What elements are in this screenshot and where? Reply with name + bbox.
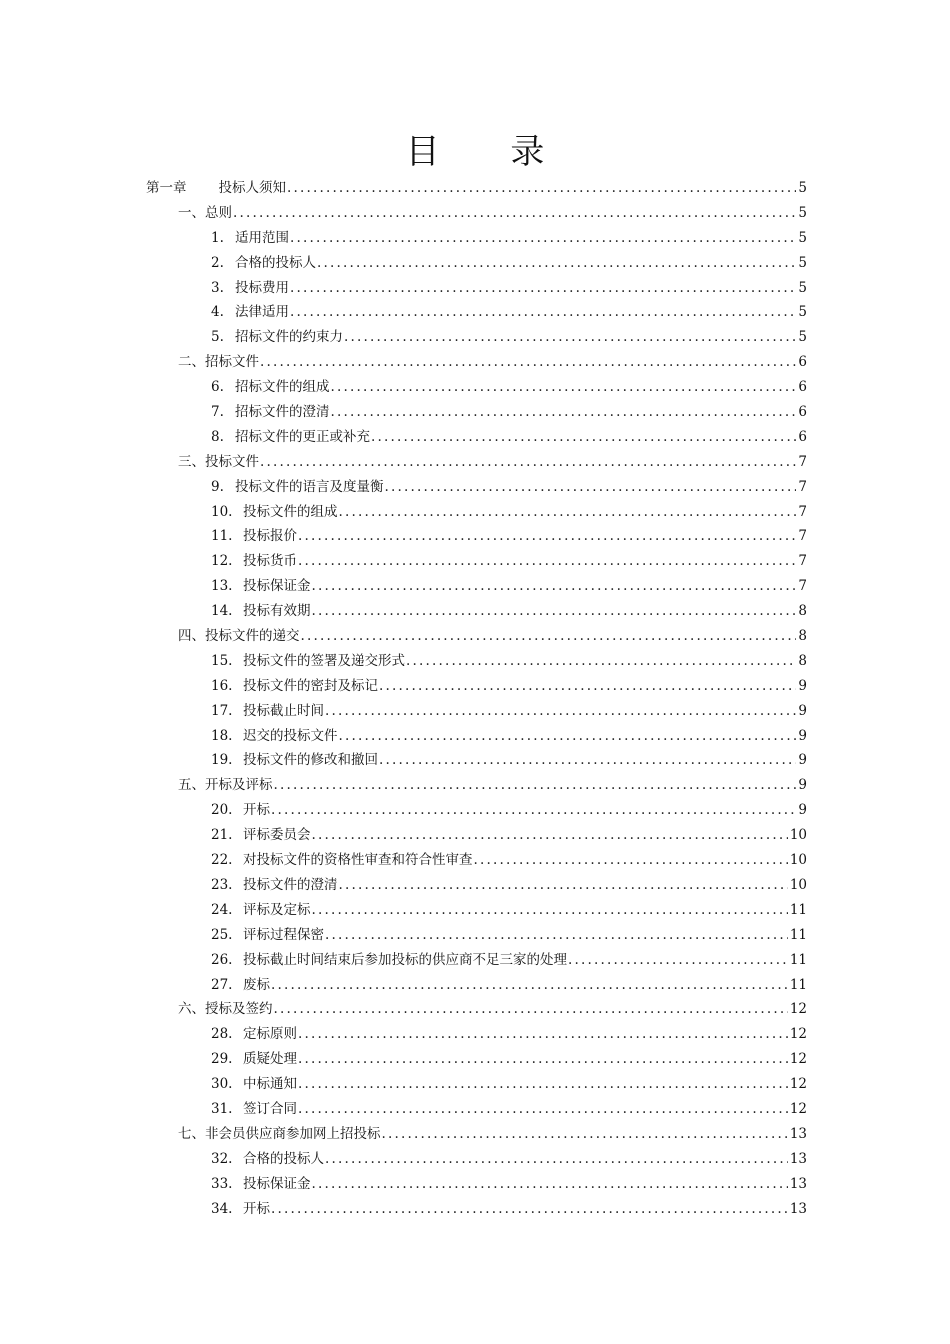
toc-entry-title: 招标文件的组成 bbox=[235, 379, 330, 396]
toc-entry-label bbox=[211, 873, 339, 898]
toc-leader-dots bbox=[331, 375, 797, 400]
toc-entry[interactable] bbox=[0, 873, 950, 898]
toc-leader-dots bbox=[325, 923, 788, 948]
toc-entry-label bbox=[211, 674, 379, 699]
toc-entry-number: 6. bbox=[211, 379, 224, 396]
toc-entry[interactable] bbox=[0, 325, 950, 350]
toc-entry-title: 开标 bbox=[243, 1200, 270, 1217]
toc-entry-label bbox=[211, 948, 568, 973]
toc-entry-title: 一、总则 bbox=[178, 204, 232, 221]
toc-entry-number: 25. bbox=[211, 926, 233, 943]
toc-entry[interactable] bbox=[0, 400, 950, 425]
toc-entry-title: 评标委员会 bbox=[243, 827, 311, 844]
toc-page-number: 5 bbox=[798, 229, 807, 246]
toc-entry-label bbox=[178, 624, 301, 649]
toc-entry-label bbox=[178, 997, 274, 1022]
toc-entry[interactable] bbox=[0, 475, 950, 500]
toc-entry-title: 开标 bbox=[243, 802, 270, 819]
toc-entry[interactable] bbox=[0, 1172, 950, 1197]
table-of-contents bbox=[0, 176, 950, 1221]
toc-entry-label bbox=[211, 1147, 325, 1172]
toc-page-number: 11 bbox=[789, 976, 807, 993]
toc-entry-number: 23. bbox=[211, 876, 233, 893]
toc-entry-label bbox=[211, 848, 474, 873]
toc-entry-label bbox=[178, 1122, 382, 1147]
toc-leader-dots bbox=[274, 997, 788, 1022]
toc-entry-number: 22. bbox=[211, 852, 233, 869]
toc-entry-number: 31. bbox=[211, 1100, 233, 1117]
toc-entry-label bbox=[211, 823, 312, 848]
toc-entry-number: 26. bbox=[211, 951, 233, 968]
toc-entry-title: 投标文件的组成 bbox=[243, 503, 338, 520]
toc-page-number: 6 bbox=[798, 379, 807, 396]
toc-leader-dots bbox=[325, 699, 796, 724]
toc-page-number: 5 bbox=[798, 204, 807, 221]
toc-page-number: 7 bbox=[798, 453, 807, 470]
toc-entry-title: 中标通知 bbox=[243, 1076, 297, 1093]
toc-entry-line bbox=[178, 1122, 807, 1147]
toc-entry-label bbox=[211, 375, 331, 400]
toc-entry-line bbox=[211, 823, 807, 848]
toc-page-number: 6 bbox=[798, 404, 807, 421]
toc-entry-line bbox=[178, 350, 807, 375]
toc-entry-label bbox=[211, 1072, 298, 1097]
toc-entry-title: 招标文件的约束力 bbox=[235, 329, 343, 346]
toc-entry-line bbox=[211, 973, 807, 998]
toc-entry-line bbox=[211, 524, 807, 549]
toc-entry[interactable] bbox=[0, 1147, 950, 1172]
toc-leader-dots bbox=[406, 649, 796, 674]
toc-entry-title: 投标截止时间 bbox=[243, 702, 324, 719]
toc-entry-number: 8. bbox=[211, 428, 224, 445]
toc-entry-label bbox=[211, 251, 317, 276]
toc-leader-dots bbox=[331, 400, 797, 425]
toc-entry[interactable] bbox=[0, 1072, 950, 1097]
toc-leader-dots bbox=[271, 973, 788, 998]
toc-entry-number: 20. bbox=[211, 802, 233, 819]
toc-leader-dots bbox=[339, 873, 788, 898]
toc-leader-dots bbox=[339, 724, 797, 749]
toc-entry-title: 合格的投标人 bbox=[235, 254, 316, 271]
toc-entry-line bbox=[211, 1097, 807, 1122]
toc-entry-number: 7. bbox=[211, 404, 224, 421]
toc-entry-number: 14. bbox=[211, 603, 233, 620]
toc-entry-number: 3. bbox=[211, 279, 224, 296]
toc-entry[interactable] bbox=[0, 276, 950, 301]
toc-leader-dots bbox=[287, 176, 796, 201]
toc-page-number: 13 bbox=[789, 1125, 807, 1142]
toc-entry-label bbox=[211, 300, 290, 325]
toc-entry-label bbox=[211, 500, 339, 525]
toc-leader-dots bbox=[290, 276, 796, 301]
toc-entry[interactable] bbox=[0, 823, 950, 848]
toc-leader-dots bbox=[312, 823, 788, 848]
toc-entry-line bbox=[211, 599, 807, 624]
toc-page-number: 12 bbox=[789, 1076, 807, 1093]
toc-page-number: 8 bbox=[798, 652, 807, 669]
toc-page-number: 10 bbox=[789, 827, 807, 844]
toc-entry-title: 评标及定标 bbox=[243, 901, 311, 918]
toc-entry-title: 投标文件的语言及度量衡 bbox=[235, 478, 384, 495]
toc-entry-number: 11. bbox=[211, 528, 233, 545]
toc-leader-dots bbox=[298, 1047, 788, 1072]
toc-page-number: 9 bbox=[798, 752, 807, 769]
toc-leader-dots bbox=[260, 350, 796, 375]
toc-entry-title: 定标原则 bbox=[243, 1026, 297, 1043]
toc-entry-title: 三、投标文件 bbox=[178, 453, 259, 470]
toc-entry-line bbox=[211, 873, 807, 898]
toc-leader-dots bbox=[271, 798, 796, 823]
toc-entry-number: 12. bbox=[211, 553, 233, 570]
toc-page-number: 11 bbox=[789, 901, 807, 918]
toc-entry-line bbox=[211, 325, 807, 350]
toc-entry-label bbox=[211, 574, 312, 599]
toc-entry[interactable] bbox=[0, 898, 950, 923]
toc-entry-title: 五、开标及评标 bbox=[178, 777, 273, 794]
toc-entry[interactable] bbox=[0, 425, 950, 450]
toc-leader-dots bbox=[371, 425, 796, 450]
toc-entry-title: 评标过程保密 bbox=[243, 926, 324, 943]
toc-entry-number: 4. bbox=[211, 304, 224, 321]
toc-leader-dots bbox=[298, 549, 796, 574]
toc-entry-number: 29. bbox=[211, 1051, 233, 1068]
toc-leader-dots bbox=[339, 500, 797, 525]
toc-page-number: 10 bbox=[789, 876, 807, 893]
toc-page-number: 5 bbox=[798, 279, 807, 296]
toc-page-number: 13 bbox=[789, 1200, 807, 1217]
toc-entry-line bbox=[211, 375, 807, 400]
toc-entry-line bbox=[211, 674, 807, 699]
toc-entry[interactable] bbox=[0, 524, 950, 549]
toc-entry[interactable] bbox=[0, 624, 950, 649]
toc-entry-line bbox=[211, 1072, 807, 1097]
toc-entry-number: 28. bbox=[211, 1026, 233, 1043]
toc-entry-line bbox=[211, 1197, 807, 1222]
toc-entry-title: 四、投标文件的递交 bbox=[178, 628, 300, 645]
toc-page-number: 7 bbox=[798, 478, 807, 495]
toc-entry-label bbox=[211, 898, 312, 923]
toc-entry-number: 21. bbox=[211, 827, 233, 844]
toc-entry-title: 迟交的投标文件 bbox=[243, 727, 338, 744]
toc-entry-title: 投标货币 bbox=[243, 553, 297, 570]
toc-entry-title: 投标人须知 bbox=[218, 180, 286, 196]
toc-entry-title: 合格的投标人 bbox=[243, 1150, 324, 1167]
toc-leader-dots bbox=[290, 226, 796, 251]
toc-page-number: 12 bbox=[789, 1001, 807, 1018]
toc-entry[interactable] bbox=[0, 1122, 950, 1147]
toc-page-number: 13 bbox=[789, 1150, 807, 1167]
toc-entry[interactable] bbox=[0, 748, 950, 773]
toc-page-number: 12 bbox=[789, 1100, 807, 1117]
toc-entry-title: 投标费用 bbox=[235, 279, 289, 296]
toc-leader-dots bbox=[379, 748, 796, 773]
toc-entry[interactable] bbox=[0, 201, 950, 226]
toc-entry-number: 17. bbox=[211, 702, 233, 719]
toc-entry-label bbox=[211, 1047, 298, 1072]
toc-entry-label bbox=[211, 226, 290, 251]
toc-entry-label bbox=[211, 649, 406, 674]
toc-entry-number: 30. bbox=[211, 1076, 233, 1093]
toc-leader-dots bbox=[312, 574, 797, 599]
toc-page-number: 9 bbox=[798, 777, 807, 794]
toc-entry[interactable] bbox=[0, 251, 950, 276]
toc-entry-label bbox=[211, 798, 271, 823]
toc-entry[interactable] bbox=[0, 848, 950, 873]
toc-page-number: 6 bbox=[798, 428, 807, 445]
toc-entry-title: 二、招标文件 bbox=[178, 354, 259, 371]
toc-leader-dots bbox=[274, 773, 797, 798]
toc-page-number: 6 bbox=[798, 354, 807, 371]
toc-entry[interactable] bbox=[0, 798, 950, 823]
toc-leader-dots bbox=[271, 1197, 788, 1222]
toc-entry-line bbox=[211, 699, 807, 724]
toc-entry-number: 16. bbox=[211, 677, 233, 694]
toc-entry-title: 废标 bbox=[243, 976, 270, 993]
toc-page-number: 5 bbox=[798, 329, 807, 346]
toc-entry[interactable] bbox=[0, 699, 950, 724]
toc-entry-title: 投标有效期 bbox=[243, 603, 311, 620]
toc-entry-line bbox=[211, 226, 807, 251]
toc-leader-dots bbox=[568, 948, 788, 973]
toc-leader-dots bbox=[325, 1147, 788, 1172]
toc-entry-title: 投标文件的澄清 bbox=[243, 876, 338, 893]
toc-leader-dots bbox=[298, 1072, 788, 1097]
toc-page-number: 7 bbox=[798, 503, 807, 520]
toc-entry-label bbox=[211, 1022, 298, 1047]
toc-entry-label bbox=[211, 599, 312, 624]
toc-entry-label bbox=[211, 549, 298, 574]
toc-entry-title: 投标保证金 bbox=[243, 1175, 311, 1192]
toc-entry[interactable] bbox=[0, 500, 950, 525]
toc-leader-dots bbox=[301, 624, 797, 649]
toc-leader-dots bbox=[233, 201, 796, 226]
toc-entry-line bbox=[211, 425, 807, 450]
toc-leader-dots bbox=[298, 1022, 788, 1047]
toc-entry-label bbox=[211, 524, 298, 549]
toc-entry-label bbox=[178, 773, 274, 798]
toc-entry-title: 法律适用 bbox=[235, 304, 289, 321]
toc-entry[interactable] bbox=[0, 973, 950, 998]
toc-page-number: 9 bbox=[798, 727, 807, 744]
toc-entry-label bbox=[211, 724, 339, 749]
toc-entry-number: 13. bbox=[211, 578, 233, 595]
toc-entry-title: 六、授标及签约 bbox=[178, 1001, 273, 1018]
toc-entry-line bbox=[211, 300, 807, 325]
toc-entry-label bbox=[211, 748, 379, 773]
toc-leader-dots bbox=[290, 300, 796, 325]
toc-entry-title: 签订合同 bbox=[243, 1100, 297, 1117]
toc-entry[interactable] bbox=[0, 350, 950, 375]
toc-entry-label bbox=[211, 1097, 298, 1122]
toc-entry[interactable] bbox=[0, 674, 950, 699]
toc-leader-dots bbox=[312, 1172, 788, 1197]
toc-leader-dots bbox=[474, 848, 788, 873]
toc-entry-number: 24. bbox=[211, 901, 233, 918]
toc-entry[interactable] bbox=[0, 997, 950, 1022]
toc-entry-title: 招标文件的澄清 bbox=[235, 404, 330, 421]
toc-entry-title: 适用范围 bbox=[235, 229, 289, 246]
toc-entry-line bbox=[178, 201, 807, 226]
toc-entry[interactable] bbox=[0, 1047, 950, 1072]
toc-entry-number: 19. bbox=[211, 752, 233, 769]
toc-entry-line bbox=[211, 798, 807, 823]
toc-entry[interactable] bbox=[0, 923, 950, 948]
toc-entry-line bbox=[211, 1172, 807, 1197]
toc-entry-line bbox=[178, 773, 807, 798]
toc-entry[interactable] bbox=[0, 724, 950, 749]
toc-entry-line bbox=[211, 500, 807, 525]
toc-entry-line bbox=[211, 748, 807, 773]
toc-entry[interactable] bbox=[0, 176, 950, 201]
toc-page-number: 12 bbox=[789, 1026, 807, 1043]
toc-entry-label bbox=[211, 325, 344, 350]
toc-page-number: 9 bbox=[798, 677, 807, 694]
toc-entry-title: 投标文件的修改和撤回 bbox=[243, 752, 378, 769]
toc-entry-title: 投标截止时间结束后参加投标的供应商不足三家的处理 bbox=[243, 951, 567, 968]
toc-leader-dots bbox=[298, 1097, 788, 1122]
toc-entry-line bbox=[211, 1147, 807, 1172]
toc-page-number: 5 bbox=[798, 254, 807, 271]
toc-entry[interactable] bbox=[0, 773, 950, 798]
toc-entry-label bbox=[211, 276, 290, 301]
toc-entry[interactable] bbox=[0, 450, 950, 475]
toc-leader-dots bbox=[379, 674, 796, 699]
toc-page-number: 12 bbox=[789, 1051, 807, 1068]
toc-entry-number: 34. bbox=[211, 1200, 233, 1217]
toc-entry-label bbox=[211, 699, 325, 724]
toc-entry-title: 投标保证金 bbox=[243, 578, 311, 595]
toc-entry-title: 投标文件的签署及递交形式 bbox=[243, 652, 405, 669]
toc-entry-number: 第一章 bbox=[146, 180, 187, 196]
toc-entry-line bbox=[211, 475, 807, 500]
toc-entry-line bbox=[211, 923, 807, 948]
toc-leader-dots bbox=[312, 599, 797, 624]
toc-entry-line bbox=[211, 848, 807, 873]
toc-entry-line bbox=[211, 724, 807, 749]
toc-entry-line bbox=[211, 1022, 807, 1047]
toc-entry[interactable] bbox=[0, 549, 950, 574]
toc-entry-number: 18. bbox=[211, 727, 233, 744]
toc-entry-number: 9. bbox=[211, 478, 224, 495]
toc-entry-line bbox=[211, 574, 807, 599]
toc-entry-title: 对投标文件的资格性审查和符合性审查 bbox=[243, 852, 473, 869]
toc-entry[interactable] bbox=[0, 649, 950, 674]
toc-page-number: 5 bbox=[798, 180, 807, 196]
toc-entry-title: 七、非会员供应商参加网上招投标 bbox=[178, 1125, 381, 1142]
toc-page-number: 9 bbox=[798, 702, 807, 719]
toc-entry-line bbox=[211, 948, 807, 973]
toc-entry-line bbox=[211, 649, 807, 674]
toc-entry-title: 招标文件的更正或补充 bbox=[235, 428, 370, 445]
toc-entry-label bbox=[178, 350, 260, 375]
toc-entry-label bbox=[211, 1197, 271, 1222]
toc-entry-line bbox=[211, 898, 807, 923]
toc-entry-title: 质疑处理 bbox=[243, 1051, 297, 1068]
toc-page-number: 9 bbox=[798, 802, 807, 819]
toc-leader-dots bbox=[344, 325, 796, 350]
page-title: 目 录 bbox=[405, 132, 575, 172]
toc-entry[interactable] bbox=[0, 1022, 950, 1047]
toc-entry[interactable] bbox=[0, 574, 950, 599]
toc-entry-label bbox=[178, 450, 260, 475]
toc-leader-dots bbox=[260, 450, 796, 475]
toc-entry-line bbox=[211, 549, 807, 574]
toc-leader-dots bbox=[385, 475, 797, 500]
toc-entry-title: 投标文件的密封及标记 bbox=[243, 677, 378, 694]
toc-entry-label bbox=[146, 176, 287, 201]
toc-page-number: 11 bbox=[789, 951, 807, 968]
toc-entry-title: 投标报价 bbox=[243, 528, 297, 545]
toc-entry-label bbox=[211, 923, 325, 948]
toc-entry-label bbox=[211, 400, 331, 425]
toc-entry-line bbox=[211, 1047, 807, 1072]
toc-entry-line bbox=[211, 251, 807, 276]
toc-entry-line bbox=[178, 624, 807, 649]
toc-page-number: 7 bbox=[798, 578, 807, 595]
toc-entry-number: 1. bbox=[211, 229, 224, 246]
toc-entry[interactable] bbox=[0, 948, 950, 973]
toc-entry-line bbox=[178, 997, 807, 1022]
toc-page-number: 10 bbox=[789, 852, 807, 869]
toc-entry[interactable] bbox=[0, 226, 950, 251]
toc-page-number: 5 bbox=[798, 304, 807, 321]
toc-entry-line bbox=[146, 176, 807, 201]
toc-entry-label bbox=[211, 475, 385, 500]
toc-entry-line bbox=[178, 450, 807, 475]
toc-entry-number: 5. bbox=[211, 329, 224, 346]
toc-entry-number: 27. bbox=[211, 976, 233, 993]
toc-entry[interactable] bbox=[0, 300, 950, 325]
toc-entry-number: 33. bbox=[211, 1175, 233, 1192]
toc-leader-dots bbox=[312, 898, 788, 923]
toc-entry-number: 32. bbox=[211, 1150, 233, 1167]
toc-entry[interactable] bbox=[0, 1097, 950, 1122]
toc-entry-label bbox=[211, 1172, 312, 1197]
toc-leader-dots bbox=[382, 1122, 788, 1147]
toc-entry-line bbox=[211, 276, 807, 301]
toc-entry-label bbox=[211, 973, 271, 998]
toc-page-number: 7 bbox=[798, 528, 807, 545]
toc-leader-dots bbox=[317, 251, 796, 276]
toc-entry-label bbox=[211, 425, 371, 450]
toc-entry-number: 2. bbox=[211, 254, 224, 271]
toc-entry[interactable] bbox=[0, 599, 950, 624]
toc-leader-dots bbox=[298, 524, 796, 549]
toc-entry-number: 15. bbox=[211, 652, 233, 669]
toc-entry-label bbox=[178, 201, 233, 226]
toc-entry[interactable] bbox=[0, 375, 950, 400]
toc-page-number: 7 bbox=[798, 553, 807, 570]
toc-entry-line bbox=[211, 400, 807, 425]
toc-entry-number: 10. bbox=[211, 503, 233, 520]
toc-entry[interactable] bbox=[0, 1197, 950, 1222]
toc-page-number: 13 bbox=[789, 1175, 807, 1192]
toc-page-number: 8 bbox=[798, 603, 807, 620]
toc-page-number: 8 bbox=[798, 628, 807, 645]
toc-page-number: 11 bbox=[789, 926, 807, 943]
